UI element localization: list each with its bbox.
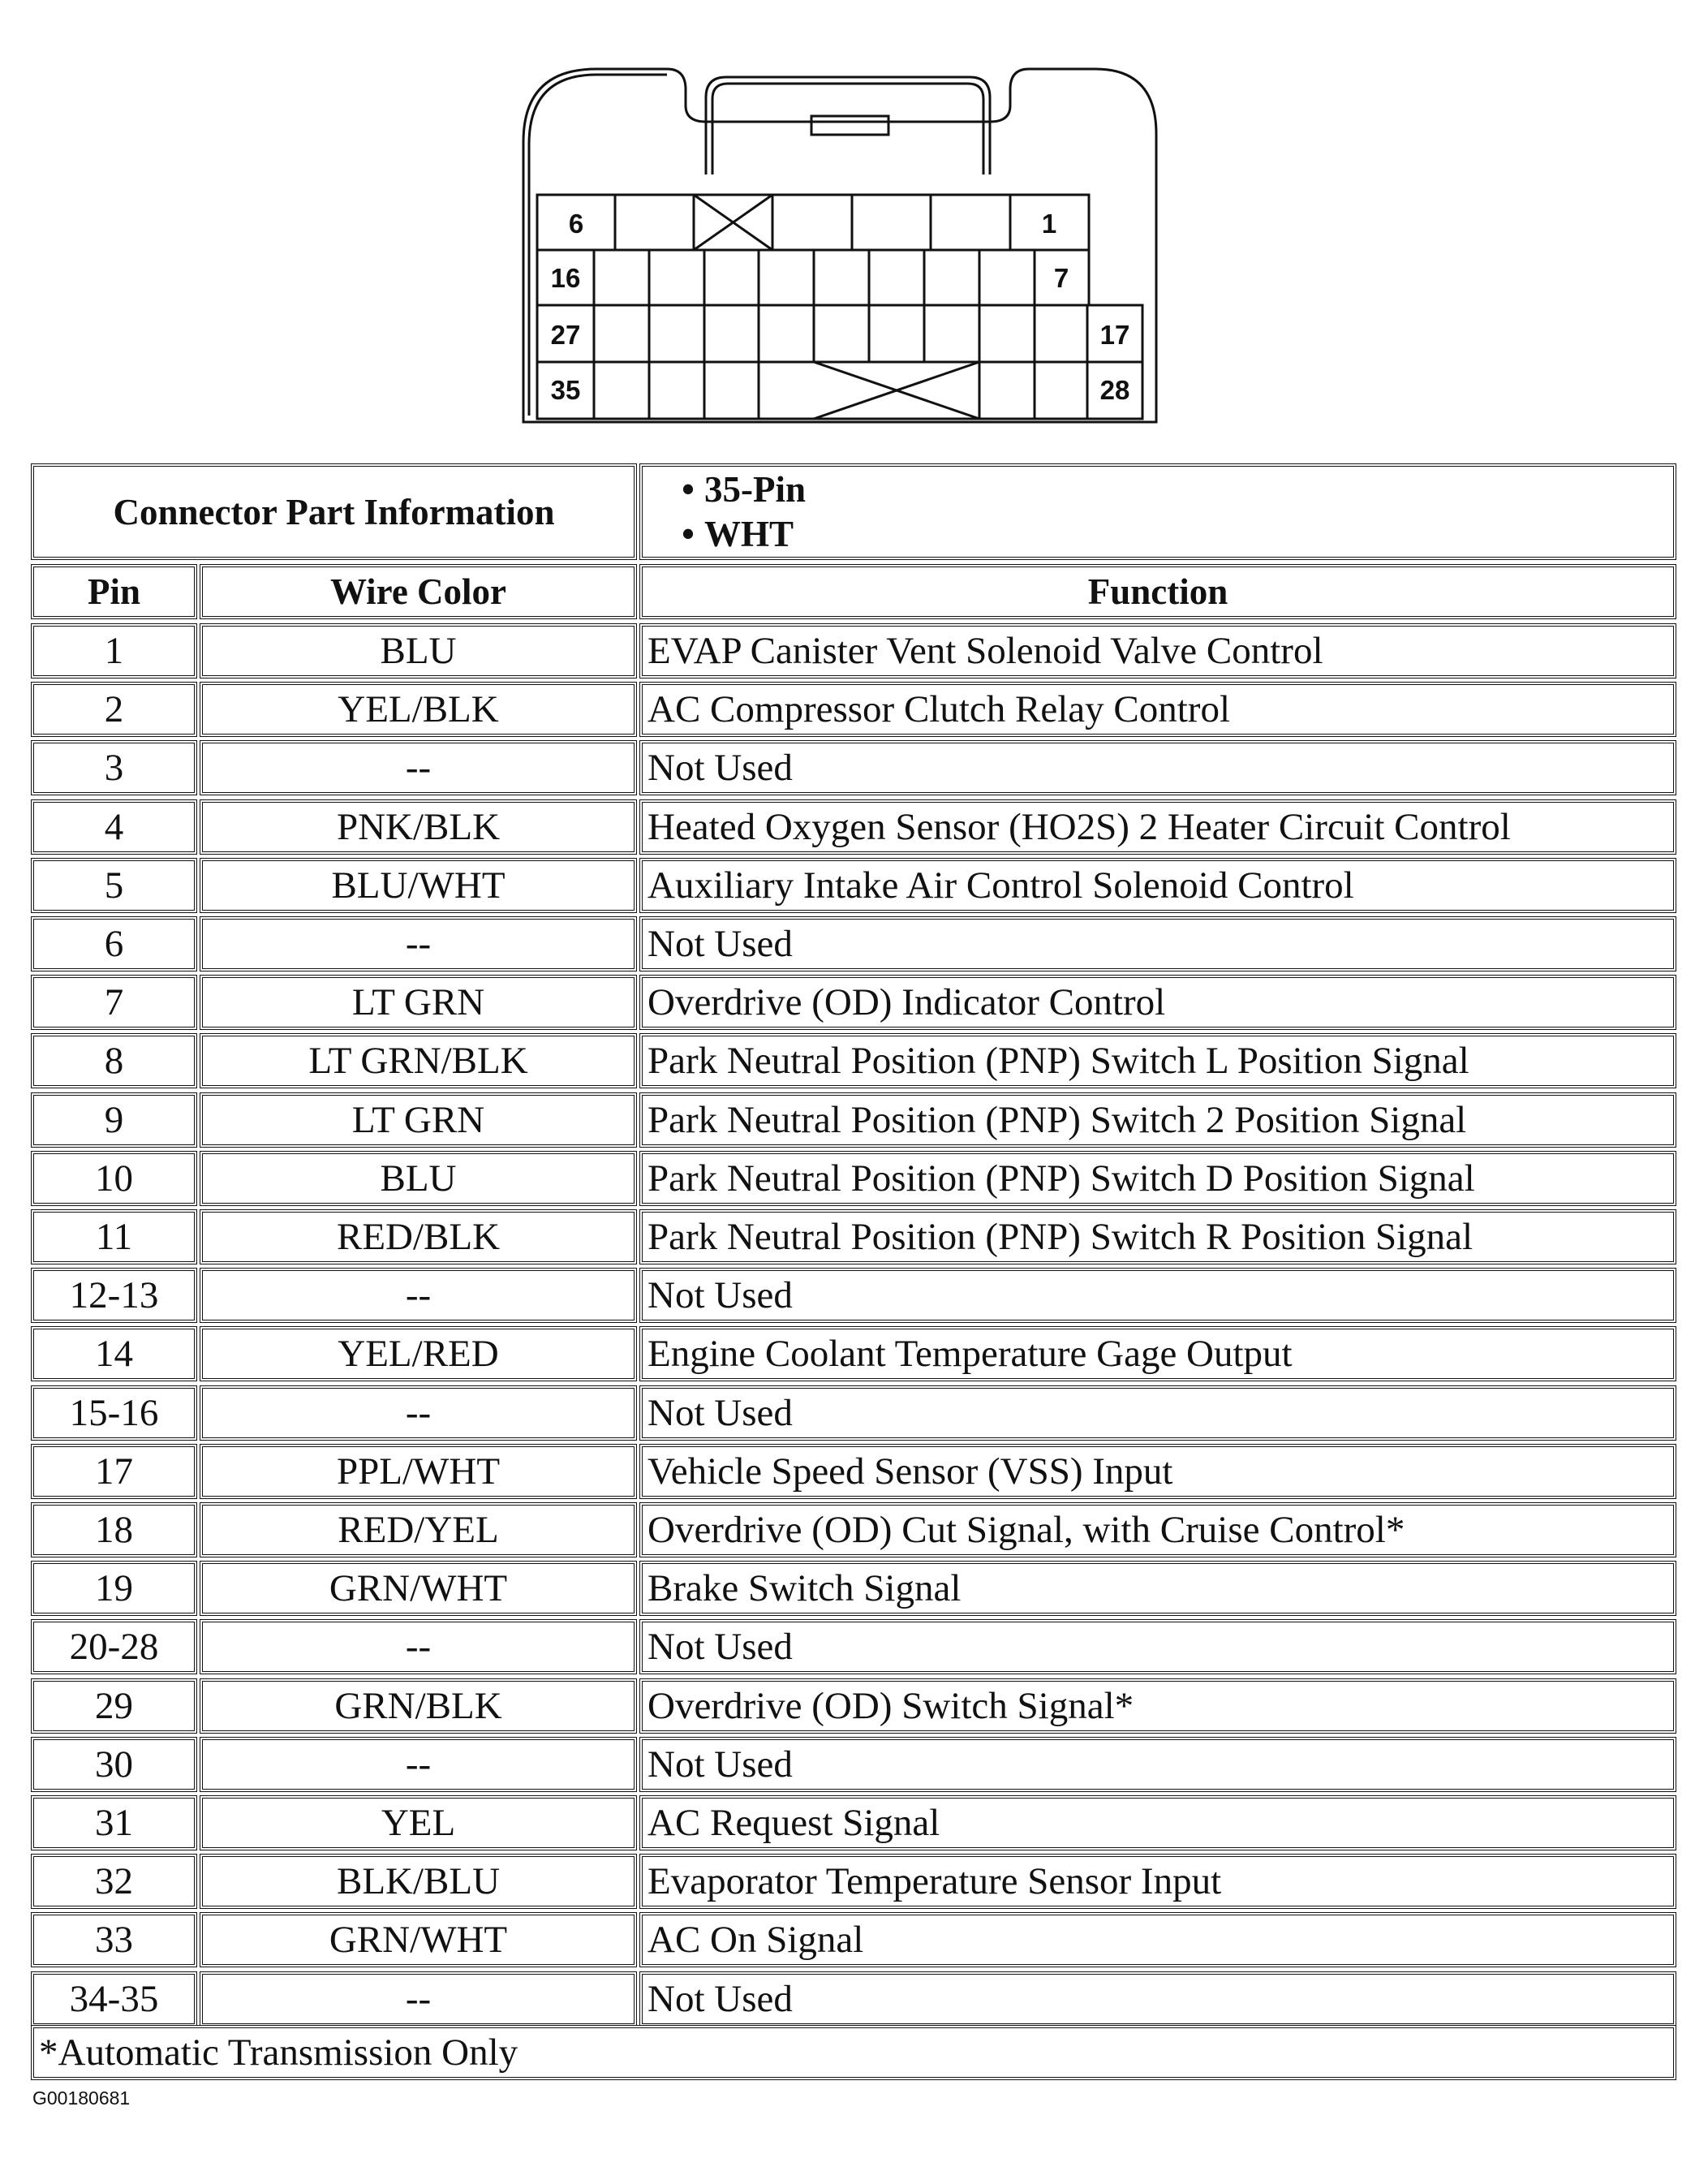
pin-value: 18 <box>95 1509 133 1551</box>
wire-color-value: RED/YEL <box>338 1509 499 1551</box>
pin-cell <box>31 1268 197 1323</box>
wire-color-value: BLU/WHT <box>331 864 506 907</box>
wire-color-cell <box>200 1971 637 2027</box>
wire-color-value: -- <box>405 923 432 965</box>
function-cell <box>639 1444 1676 1499</box>
pin-cell <box>31 1971 197 2027</box>
pin-value: 8 <box>104 1040 124 1082</box>
pin-label-6: 6 <box>568 209 584 239</box>
pin-value: 9 <box>104 1099 124 1141</box>
pin-cell <box>31 1737 197 1792</box>
connector-info-title: Connector Part Information <box>113 491 555 532</box>
pin-value: 29 <box>95 1685 133 1727</box>
function-value: Not Used <box>647 923 793 965</box>
function-value: Not Used <box>647 1743 793 1786</box>
function-value: Park Neutral Position (PNP) Switch 2 Position Signal <box>647 1099 1467 1141</box>
function-value: Not Used <box>647 1978 793 2020</box>
latch-slot <box>811 116 888 135</box>
function-cell <box>639 975 1676 1030</box>
pin-value: 4 <box>104 806 124 848</box>
function-value: AC On Signal <box>647 1919 864 1961</box>
wire-color-cell <box>200 1033 637 1088</box>
wire-color-value: BLU <box>380 630 457 672</box>
pin-value: 32 <box>95 1860 133 1902</box>
wire-color-cell <box>200 1268 637 1323</box>
function-value: Overdrive (OD) Switch Signal* <box>647 1685 1134 1727</box>
pin-value: 20-28 <box>69 1626 159 1668</box>
pin-cell <box>31 1619 197 1674</box>
wire-color-value: BLK/BLU <box>336 1860 501 1902</box>
pin-cell <box>31 1326 197 1381</box>
column-header-function: Function <box>639 564 1676 619</box>
pin-label-16: 16 <box>550 263 581 293</box>
wire-color-value: YEL/BLK <box>338 688 499 730</box>
function-cell <box>639 1268 1676 1323</box>
pin-label-7: 7 <box>1053 263 1069 293</box>
connector-info-bullets <box>639 463 1676 560</box>
connector-latch <box>706 77 990 174</box>
pin-cell <box>31 916 197 971</box>
function-cell <box>639 1737 1676 1792</box>
function-value: Park Neutral Position (PNP) Switch R Position Signal <box>647 1216 1474 1258</box>
pin-value: 3 <box>104 747 124 789</box>
wire-color-value: -- <box>405 1392 432 1434</box>
wire-color-cell <box>200 1561 637 1616</box>
function-value: Overdrive (OD) Cut Signal, with Cruise Control* <box>647 1509 1405 1551</box>
pin-cell <box>31 1502 197 1557</box>
wire-color-value: -- <box>405 1626 432 1668</box>
wire-color-cell <box>200 682 637 737</box>
pin-label-17: 17 <box>1099 320 1130 350</box>
pin-value: 7 <box>104 981 124 1023</box>
function-cell <box>639 916 1676 971</box>
pin-cell <box>31 1854 197 1909</box>
pin-cell <box>31 1092 197 1148</box>
pin-value: 6 <box>104 923 124 965</box>
function-value: Engine Coolant Temperature Gage Output <box>647 1333 1293 1375</box>
pin-cell <box>31 1561 197 1616</box>
function-value: EVAP Canister Vent Solenoid Valve Control <box>647 630 1323 672</box>
function-value: Heated Oxygen Sensor (HO2S) 2 Heater Circuit Control <box>647 806 1511 848</box>
pin-value: 5 <box>104 864 124 907</box>
function-cell <box>639 1385 1676 1441</box>
pin-cell <box>31 1385 197 1441</box>
connector-info-title-cell <box>31 463 637 560</box>
pin-value: 19 <box>95 1567 133 1609</box>
pin-value: 10 <box>95 1157 133 1200</box>
pin-value: 1 <box>104 630 124 672</box>
function-cell <box>639 1092 1676 1148</box>
wire-color-value: YEL/RED <box>338 1333 499 1375</box>
wire-color-cell <box>200 799 637 855</box>
pin-cell <box>31 1678 197 1734</box>
pin-value: 30 <box>95 1743 133 1786</box>
function-cell <box>639 1209 1676 1264</box>
wire-color-cell <box>200 1502 637 1557</box>
wire-color-cell <box>200 1209 637 1264</box>
footnote-cell <box>31 2025 1676 2080</box>
wire-color-value: PPL/WHT <box>336 1450 501 1493</box>
function-value: AC Compressor Clutch Relay Control <box>647 688 1231 730</box>
column-header-pin: Pin <box>31 564 197 619</box>
function-cell <box>639 1033 1676 1088</box>
function-cell <box>639 1912 1676 1967</box>
connector-diagram <box>516 65 1165 430</box>
wire-color-value: GRN/WHT <box>329 1919 508 1961</box>
wire-color-value: PNK/BLK <box>336 806 501 848</box>
function-value: Not Used <box>647 1274 793 1316</box>
function-value: Auxiliary Intake Air Control Solenoid Control <box>647 864 1354 907</box>
wire-color-cell <box>200 1912 637 1967</box>
wire-color-value: LT GRN/BLK <box>308 1040 528 1082</box>
pin-value: 12-13 <box>69 1274 159 1316</box>
wire-color-value: BLU <box>380 1157 457 1200</box>
wire-color-value: LT GRN <box>351 1099 485 1141</box>
function-value: Park Neutral Position (PNP) Switch D Position Signal <box>647 1157 1475 1200</box>
pin-value: 31 <box>95 1802 133 1844</box>
pin-cell <box>31 1033 197 1088</box>
function-value: Brake Switch Signal <box>647 1567 962 1609</box>
function-value: Evaporator Temperature Sensor Input <box>647 1860 1222 1902</box>
pin-value: 33 <box>95 1919 133 1961</box>
wire-color-cell <box>200 975 637 1030</box>
wire-color-cell <box>200 1795 637 1850</box>
wire-color-value: LT GRN <box>351 981 485 1023</box>
wire-color-cell <box>200 1151 637 1206</box>
wire-color-value: RED/BLK <box>336 1216 501 1258</box>
function-cell <box>639 1854 1676 1909</box>
wire-color-value: -- <box>405 1274 432 1316</box>
wire-color-cell <box>200 1092 637 1148</box>
wire-color-value: -- <box>405 747 432 789</box>
function-cell <box>639 1619 1676 1674</box>
wire-color-value: YEL <box>381 1802 456 1844</box>
pin-label-35: 35 <box>550 375 581 405</box>
function-cell <box>639 1326 1676 1381</box>
pin-value: 11 <box>95 1216 133 1258</box>
pin-cell <box>31 740 197 795</box>
function-cell <box>639 682 1676 737</box>
image-code: G00180681 <box>32 2087 131 2109</box>
pin-label-1: 1 <box>1041 209 1057 239</box>
pin-cell <box>31 1209 197 1264</box>
wire-color-cell <box>200 1326 637 1381</box>
wire-color-cell <box>200 1678 637 1734</box>
wire-color-cell <box>200 858 637 913</box>
wire-color-cell <box>200 916 637 971</box>
function-cell <box>639 1678 1676 1734</box>
pin-cell <box>31 1912 197 1967</box>
footnote: *Automatic Transmission Only <box>39 2031 518 2074</box>
pin-cell <box>31 682 197 737</box>
pin-cell <box>31 858 197 913</box>
wire-color-cell <box>200 1854 637 1909</box>
pin-value: 34-35 <box>69 1978 159 2020</box>
column-header-wire-color: Wire Color <box>200 564 637 619</box>
wire-color-cell <box>200 1385 637 1441</box>
function-cell <box>639 1151 1676 1206</box>
pin-cell <box>31 1795 197 1850</box>
pin-value: 14 <box>95 1333 133 1375</box>
pin-value: 15-16 <box>69 1392 159 1434</box>
wire-color-cell <box>200 1737 637 1792</box>
wire-color-value: -- <box>405 1978 432 2020</box>
function-value: Overdrive (OD) Indicator Control <box>647 981 1166 1023</box>
pin-cell <box>31 975 197 1030</box>
pin-cell <box>31 623 197 679</box>
connector-housing <box>523 69 1156 422</box>
function-cell <box>639 1795 1676 1850</box>
wire-color-value: GRN/WHT <box>329 1567 508 1609</box>
pin-value: 2 <box>104 688 124 730</box>
function-value: Not Used <box>647 747 793 789</box>
pin-cell <box>31 1444 197 1499</box>
function-value: Vehicle Speed Sensor (VSS) Input <box>647 1450 1173 1493</box>
function-cell <box>639 623 1676 679</box>
pin-label-28: 28 <box>1099 375 1130 405</box>
wire-color-value: GRN/BLK <box>334 1685 502 1727</box>
pin-cell <box>31 799 197 855</box>
function-cell <box>639 740 1676 795</box>
function-value: Not Used <box>647 1626 793 1668</box>
function-cell <box>639 799 1676 855</box>
function-value: Not Used <box>647 1392 793 1434</box>
function-cell <box>639 1502 1676 1557</box>
function-value: Park Neutral Position (PNP) Switch L Position Signal <box>647 1040 1469 1082</box>
pin-label-27: 27 <box>550 320 581 350</box>
housing-color-bullet: • WHT <box>708 512 794 557</box>
function-cell <box>639 858 1676 913</box>
function-cell <box>639 1561 1676 1616</box>
function-cell <box>639 1971 1676 2027</box>
wire-color-value: -- <box>405 1743 432 1786</box>
wire-color-cell <box>200 1444 637 1499</box>
wire-color-cell <box>200 623 637 679</box>
wire-color-cell <box>200 740 637 795</box>
wire-color-cell <box>200 1619 637 1674</box>
pin-cell <box>31 1151 197 1206</box>
function-value: AC Request Signal <box>647 1802 940 1844</box>
pin-count-bullet: • 35-Pin <box>708 467 806 512</box>
pin-value: 17 <box>95 1450 133 1493</box>
